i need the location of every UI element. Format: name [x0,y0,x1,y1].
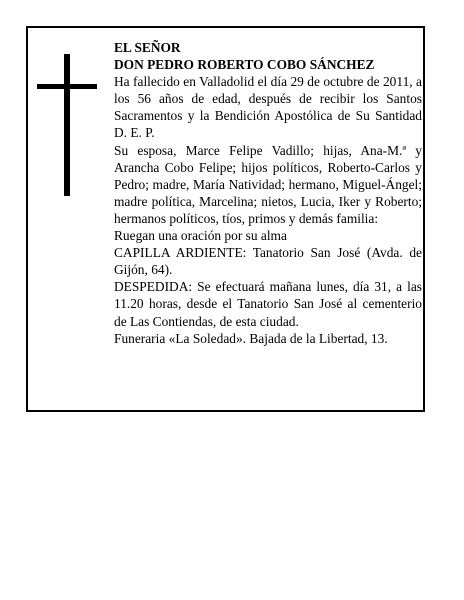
cross-icon [64,54,70,196]
paragraph-prayer: Ruegan una oración por su alma [114,228,287,244]
paragraph-capilla-ardiente: CAPILLA ARDIENTE: Tanatorio San José (Avda. de Gijón, 64). [114,245,422,278]
paragraph-death-announcement: Ha fallecido en Valladolid el día 29 de octubre de 2011, a los 56 años de edad, después de recibir los Santos Sacramentos y la Bendición Apostólica de Su Santidad D. E. P. [114,74,422,141]
heading-line-1: EL SEÑOR [114,40,181,55]
deceased-name: DON PEDRO ROBERTO COBO SÁNCHEZ [114,57,375,73]
paragraph-despedida: DESPEDIDA: Se efectuará mañana lunes, día 31, a las 11.20 horas, desde el Tanatorio San José al cementerio de Las Contiendas, de esta ciudad. [114,279,422,329]
paragraph-funeraria: Funeraria «La Soledad». Bajada de la Libertad, 13. [114,330,388,346]
obituary-text-block [114,39,422,347]
paragraph-family: Su esposa, Marce Felipe Vadillo; hijas, Ana-M.ª y Arancha Cobo Felipe; hijos políticos, Roberto-Carlos y Pedro; madre, María Natividad; hermano, Miguel-Ángel; madre política, Marcelina; nietos, Lucia, Iker y Roberto; hermanos políticos, tíos, primos y demás familia: [114,142,422,226]
cross-icon-crossbar [37,84,97,89]
